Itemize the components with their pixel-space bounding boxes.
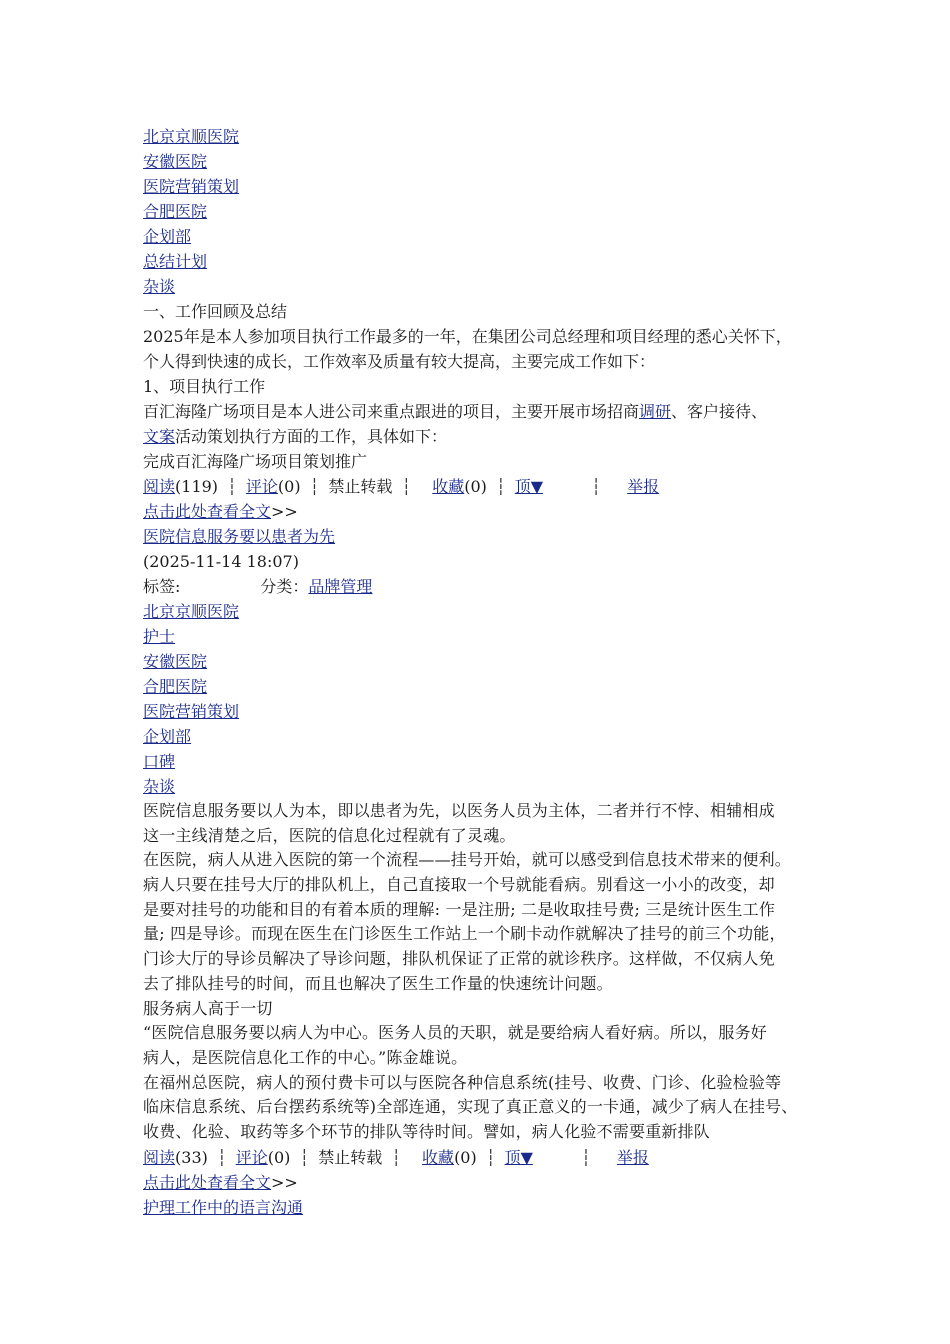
read-more-suffix: >>	[271, 502, 298, 521]
text: 活动策划执行方面的工作，具体如下：	[175, 427, 448, 446]
post-date: (2025-11-14 18:07)	[143, 552, 299, 571]
separator: ┆	[216, 1147, 227, 1167]
subsection-heading: 1、项目执行工作	[143, 377, 266, 396]
paragraph-line: 在福州总医院，病人的预付费卡可以与医院各种信息系统(挂号、收费、门诊、化验检验等	[143, 1072, 782, 1092]
tag-link[interactable]: 北京京顺医院	[143, 127, 240, 146]
read-more-link[interactable]: 点击此处查看全文	[143, 502, 272, 521]
tag-link[interactable]: 合肥医院	[143, 677, 208, 696]
paragraph-line: 这一主线清楚之后，医院的信息化过程就有了灵魂。	[143, 825, 516, 845]
keyword-link[interactable]: 调研	[639, 402, 672, 421]
keyword-link[interactable]: 文案	[143, 427, 176, 446]
category-link[interactable]: 品牌管理	[308, 577, 373, 596]
comment-link[interactable]: 评论	[235, 1147, 268, 1167]
upvote-link[interactable]: 顶▼	[514, 477, 544, 496]
comment-count: (0)	[267, 1147, 291, 1167]
tag-link[interactable]: 合肥医院	[143, 202, 208, 221]
read-count: (119)	[175, 477, 219, 496]
separator: ┆	[227, 477, 237, 496]
read-more-suffix: >>	[271, 1172, 298, 1192]
comment-link[interactable]: 评论	[245, 477, 278, 496]
read-more	[143, 1170, 843, 1195]
tag-link[interactable]: 北京京顺医院	[143, 602, 240, 621]
paragraph-line: 门诊大厅的导诊员解决了导诊问题，排队机保证了正常的就诊秩序。这样做，不仅病人免	[143, 949, 775, 969]
read-more-link[interactable]: 点击此处查看全文	[143, 1172, 272, 1192]
paragraph-line: “医院信息服务要以病人为中心。医务人员的天职，就是要给病人看好病。所以，服务好	[143, 1023, 767, 1043]
comment-count: (0)	[277, 477, 301, 496]
read-count: (33)	[175, 1147, 208, 1167]
tag-link[interactable]: 口碑	[143, 752, 176, 771]
tag-link[interactable]: 医院营销策划	[143, 702, 240, 721]
no-repost-label: 禁止转载	[328, 477, 393, 496]
paragraph-line	[143, 424, 843, 449]
tag-link[interactable]: 医院营销策划	[143, 177, 240, 196]
tag-link[interactable]: 企划部	[143, 727, 192, 746]
paragraph-line: 去了排队挂号的时间，而且也解决了医生工作量的快速统计问题。	[143, 973, 613, 993]
tag-link[interactable]: 杂谈	[143, 777, 176, 796]
paragraph-line: 临床信息系统、后台摆药系统等)全部连通，实现了真正意义的一卡通，减少了病人在挂号、	[143, 1097, 798, 1117]
paragraph-line: 收费、化验、取药等多个环节的排队等待时间。譬如，病人化验不需要重新排队	[143, 1121, 711, 1141]
separator: ┆	[591, 477, 601, 496]
favorite-link[interactable]: 收藏	[432, 477, 465, 496]
tag-link[interactable]: 护士	[143, 627, 176, 646]
read-more	[143, 499, 843, 524]
favorite-count: (0)	[454, 1147, 477, 1167]
tag-label: 标签:	[143, 577, 181, 596]
post-action-bar	[143, 1145, 843, 1170]
report-link[interactable]: 举报	[616, 1147, 649, 1167]
no-repost-label: 禁止转载	[318, 1147, 383, 1167]
paragraph-line: 病人，是医院信息化工作的中心。”陈金雄说。	[143, 1047, 468, 1067]
paragraph-line: 医院信息服务要以人为本，即以患者为先，以医务人员为主体，二者并行不悖、相辅相成	[143, 801, 775, 820]
upvote-link[interactable]: 顶▼	[504, 1147, 533, 1167]
separator: ┆	[391, 1147, 401, 1167]
category-label: 分类：	[260, 577, 309, 596]
paragraph-line: 在医院，病人从进入医院的第一个流程——挂号开始，就可以感受到信息技术带来的便利。	[143, 850, 792, 870]
tag-link[interactable]: 总结计划	[143, 252, 208, 271]
separator: ┆	[309, 477, 320, 496]
paragraph-line: 完成百汇海隆广场项目策划推广	[143, 452, 368, 471]
separator: ┆	[581, 1147, 591, 1167]
separator: ┆	[401, 477, 412, 496]
paragraph-line: 2025年是本人参加项目执行工作最多的一年，在集团公司总经理和项目经理的悉心关怀下，	[143, 327, 792, 346]
text: 、客户接待、	[671, 402, 768, 421]
text: 百汇海隆广场项目是本人进公司来重点跟进的项目，主要开展市场招商	[143, 402, 640, 421]
tag-link[interactable]: 安徽医院	[143, 652, 208, 671]
section-heading: 一、工作回顾及总结	[143, 302, 288, 321]
tag-link[interactable]: 安徽医院	[143, 152, 208, 171]
post-action-bar	[143, 474, 843, 499]
paragraph-line: 是要对挂号的功能和目的有着本质的理解: 一是注册; 二是收取挂号费; 三是统计医生工作	[143, 899, 776, 919]
separator: ┆	[299, 1147, 310, 1167]
section-heading: 服务病人高于一切	[143, 998, 273, 1018]
post-title-link[interactable]: 医院信息服务要以患者为先	[143, 527, 336, 546]
read-link[interactable]: 阅读	[143, 477, 176, 496]
paragraph-line	[143, 399, 843, 424]
paragraph-line: 量; 四是导诊。而现在医生在门诊医生工作站上一个刷卡动作就解决了挂号的前三个功能，	[143, 924, 786, 944]
favorite-count: (0)	[464, 477, 487, 496]
favorite-link[interactable]: 收藏	[422, 1147, 455, 1167]
blog-content	[143, 124, 843, 1220]
report-link[interactable]: 举报	[627, 477, 660, 496]
tag-link[interactable]: 企划部	[143, 227, 192, 246]
separator: ┆	[496, 477, 506, 496]
paragraph-line: 病人只要在挂号大厅的排队机上，自己直接取一个号就能看病。别看这一小小的改变，却	[143, 875, 775, 895]
tag-link[interactable]: 杂谈	[143, 277, 176, 296]
post-meta	[143, 574, 843, 599]
paragraph-line: 个人得到快速的成长，工作效率及质量有较大提高，主要完成工作如下：	[143, 352, 656, 371]
read-link[interactable]: 阅读	[143, 1147, 176, 1167]
post-title-link[interactable]: 护理工作中的语言沟通	[143, 1197, 304, 1217]
separator: ┆	[485, 1147, 496, 1167]
